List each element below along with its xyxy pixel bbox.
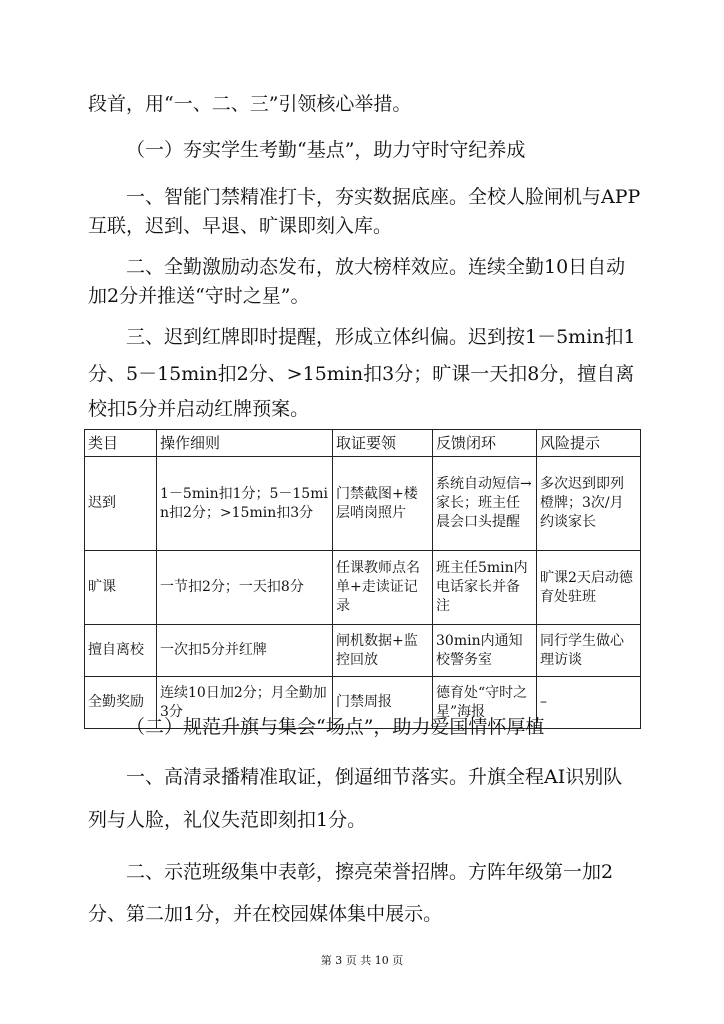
table-cell: 门禁周报: [333, 677, 433, 729]
table-cell: 闸机数据+监控回放: [333, 625, 433, 677]
table-cell: 擅自离校: [85, 625, 157, 677]
table-header-cell: 操作细则: [157, 430, 333, 457]
paragraph-1-line-2: 互联，迟到、早退、旷课即刻入库。: [88, 215, 393, 237]
table-header-row: [85, 430, 641, 457]
table-cell: 旷课: [85, 551, 157, 625]
table-cell: 多次迟到即列橙牌；3次/月约谈家长: [537, 457, 641, 551]
table-cell: –: [537, 677, 641, 729]
table-cell: 旷课2天启动德育处驻班: [537, 551, 641, 625]
table-cell: 德育处“守时之星”海报: [433, 677, 537, 729]
table-cell: 全勤奖励: [85, 677, 157, 729]
table-header-cell: 类目: [85, 430, 157, 457]
table-header-cell: 反馈闭环: [433, 430, 537, 457]
paragraph-3-line-3: 校扣5分并启动红牌预案。: [88, 398, 310, 420]
table-header-cell: 风险提示: [537, 430, 641, 457]
paragraph-4-line-1: 一、高清录播精准取证，倒逼细节落实。升旗全程AI识别队: [126, 766, 623, 788]
paragraph-2-line-1: 二、全勤激励动态发布，放大榜样效应。连续全勤10日自动: [126, 256, 626, 278]
table-cell: 一节扣2分；一天扣8分: [157, 551, 333, 625]
table-cell: 连续10日加2分；月全勤加3分: [157, 677, 333, 729]
paragraph-3-line-2: 分、5－15min扣2分、>15min扣3分；旷课一天扣8分，擅自离: [88, 363, 635, 385]
table-cell: 30min内通知校警务室: [433, 625, 537, 677]
table-cell: 一次扣5分并红牌: [157, 625, 333, 677]
paragraph-5-line-1: 二、示范班级集中表彰，擦亮荣誉招牌。方阵年级第一加2: [126, 861, 614, 883]
table-cell: 任课教师点名单+走读证记录: [333, 551, 433, 625]
table-header-cell: 取证要领: [333, 430, 433, 457]
page-number-footer: 第 3 页 共 10 页: [320, 954, 404, 967]
paragraph-intro: 段首，用“一、二、三”引领核心举措。: [88, 93, 412, 115]
table-cell: 门禁截图+楼层哨岗照片: [333, 457, 433, 551]
table-row: [85, 625, 641, 677]
table-cell: 迟到: [85, 457, 157, 551]
table-row: [85, 551, 641, 625]
attendance-rules-table: [84, 429, 641, 729]
section-heading-1: （一）夯实学生考勤“基点”，助力守时守纪养成: [126, 139, 526, 161]
table-cell: 1－5min扣1分；5－15min扣2分；>15min扣3分: [157, 457, 333, 551]
paragraph-1-line-1: 一、智能门禁精准打卡，夯实数据底座。全校人脸闸机与APP: [126, 186, 641, 208]
table-cell: 系统自动短信→家长；班主任晨会口头提醒: [433, 457, 537, 551]
paragraph-5-line-2: 分、第二加1分，并在校园媒体集中展示。: [88, 903, 443, 925]
table-cell: 班主任5min内电话家长并备注: [433, 551, 537, 625]
paragraph-3-line-1: 三、迟到红牌即时提醒，形成立体纠偏。迟到按1－5min扣1: [126, 326, 636, 348]
section-heading-2: （二）规范升旗与集会“场点”，助力爱国情怀厚植: [126, 716, 545, 738]
paragraph-4-line-2: 列与人脸，礼仪失范即刻扣1分。: [88, 809, 367, 831]
table-cell: 同行学生做心理访谈: [537, 625, 641, 677]
paragraph-2-line-2: 加2分并推送“守时之星”。: [88, 285, 310, 307]
table-row: [85, 457, 641, 551]
